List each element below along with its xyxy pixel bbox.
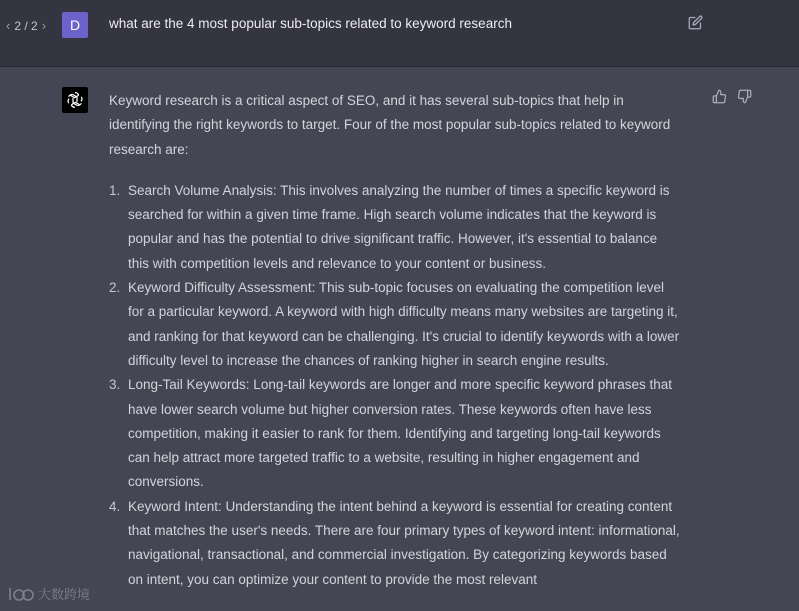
list-item-text: Keyword Intent: Understanding the intent behind a keyword is essential for creating content that matches the user's needs. There are four primary types of keyword intent: informational, navigational, transactional, and commercial investigation. By categorizing keywords based on intent, you can optimize your content to provide the most relevant <box>128 498 680 587</box>
assistant-avatar <box>62 87 88 113</box>
pager-label: 2 / 2 <box>14 18 38 33</box>
answer-list <box>109 179 681 592</box>
list-item-number: 2. <box>109 280 121 296</box>
assistant-answer <box>109 89 681 592</box>
watermark-logo-icon <box>8 586 34 602</box>
list-item-text: Search Volume Analysis: This involves analyzing the number of times a specific keyword is searched for within a given time frame. High search volume indicates that the keyword is popular and has the potential to drive significant traffic. However, it's essential to balance this with competition levels and relevance to your content or business. <box>128 182 670 271</box>
chevron-right-icon[interactable]: › <box>41 18 47 33</box>
list-item <box>109 276 681 373</box>
assistant-message-row <box>0 67 799 611</box>
thumbs-up-icon[interactable] <box>712 89 727 104</box>
watermark <box>8 584 90 603</box>
list-item-text: Keyword Difficulty Assessment: This sub-topic focuses on evaluating the competition level for a particular keyword. A keyword with high difficulty means many websites are targeting it, and ranking for that keyword can be challenging. It's crucial to identify keywords with a lower difficulty level to increase the chances of ranking higher in search engine results. <box>128 280 680 368</box>
list-item-number: 1. <box>109 182 121 198</box>
response-pager <box>6 18 46 33</box>
user-message-row <box>0 0 799 67</box>
list-item-number: 3. <box>109 377 121 393</box>
chevron-left-icon[interactable]: ‹ <box>6 18 11 33</box>
edit-icon[interactable] <box>688 15 703 30</box>
list-item-number: 4. <box>109 498 121 514</box>
user-avatar-letter: D <box>69 17 81 33</box>
user-question-text: what are the 4 most popular sub-topics related to keyword research <box>109 16 512 31</box>
openai-logo-icon <box>65 90 85 110</box>
list-item <box>109 495 681 592</box>
user-avatar <box>62 12 88 38</box>
thumbs-down-icon[interactable] <box>737 89 752 104</box>
list-item <box>109 179 681 276</box>
list-item <box>109 373 681 494</box>
list-item-text: Long-Tail Keywords: Long-tail keywords are longer and more specific keyword phrases that have lower search volume but higher conversion rates. These keywords often have less competition, making it easier to rank for them. Identifying and targeting long-tail keywords can help attract more targeted traffic to a website, resulting in higher engagement and conversions. <box>128 377 673 490</box>
watermark-text: 大数跨境 <box>38 587 91 602</box>
answer-intro: Keyword research is a critical aspect of SEO, and it has several sub-topics that help in identifying the right keywords to target. Four of the most popular sub-topics related to keyword research are: <box>109 93 671 157</box>
